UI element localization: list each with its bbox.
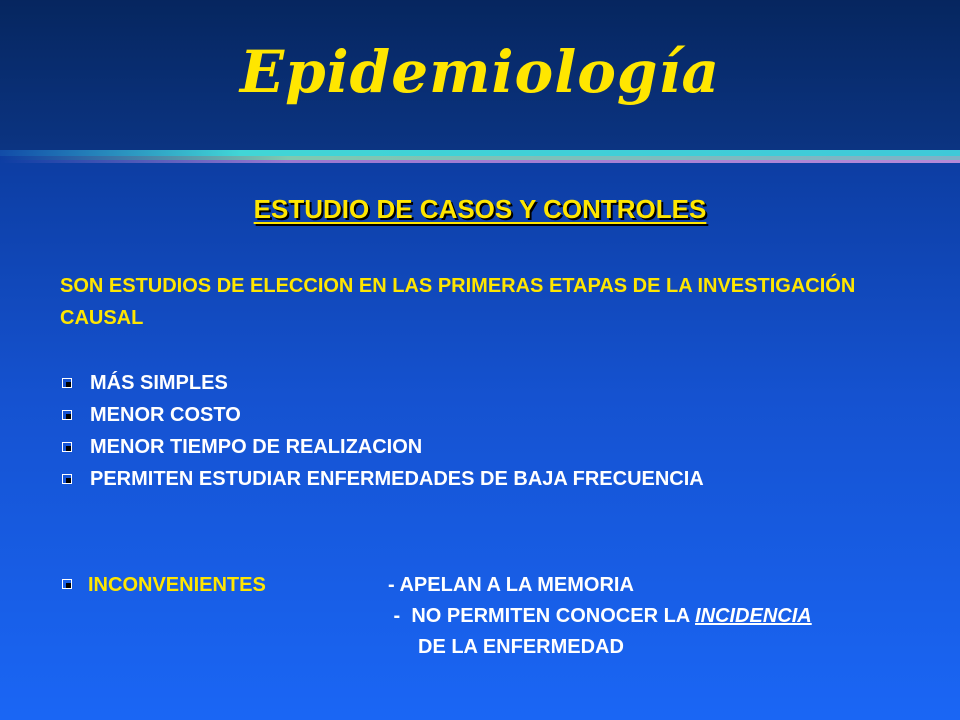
bullet-list: [60, 367, 704, 495]
square-bullet-icon: [62, 442, 72, 452]
slide-header: [0, 0, 960, 150]
stripe-purple: [0, 160, 960, 163]
inconvenientes-item-1: - APELAN A LA MEMORIA: [388, 574, 634, 596]
bullet-text: MENOR COSTO: [90, 404, 241, 426]
inconvenientes-label: INCONVENIENTES: [88, 574, 266, 596]
inconvenientes-item-2-prefix: - NO PERMITEN CONOCER LA: [388, 605, 696, 627]
slide-subtitle: ESTUDIO DE CASOS Y CONTROLES: [253, 194, 707, 224]
inconvenientes-item-2: [388, 601, 958, 632]
intro-text: SON ESTUDIOS DE ELECCION EN LAS PRIMERAS ETAPAS DE LA INVESTIGACIÓN CAUSAL: [60, 275, 856, 329]
bullet-text: MÁS SIMPLES: [90, 372, 228, 394]
bullet-item: [60, 399, 704, 431]
inconvenientes-row: [60, 570, 266, 600]
bullet-text: PERMITEN ESTUDIAR ENFERMEDADES DE BAJA FRECUENCIA: [90, 468, 704, 490]
decorative-stripes: [0, 150, 960, 166]
bullet-text: MENOR TIEMPO DE REALIZACION: [90, 436, 423, 458]
square-bullet-icon: [62, 579, 72, 589]
bullet-item: [60, 463, 704, 495]
inconvenientes-item-2-continuation: DE LA ENFERMEDAD: [418, 636, 624, 658]
square-bullet-icon: [62, 410, 72, 420]
square-bullet-icon: [62, 378, 72, 388]
bullet-item: [60, 367, 704, 399]
square-bullet-icon: [62, 474, 72, 484]
incidencia-emphasis: INCIDENCIA: [695, 605, 812, 627]
slide-title: Epidemiología: [239, 38, 721, 106]
inconvenientes-list: [388, 570, 958, 663]
bullet-item: [60, 431, 704, 463]
